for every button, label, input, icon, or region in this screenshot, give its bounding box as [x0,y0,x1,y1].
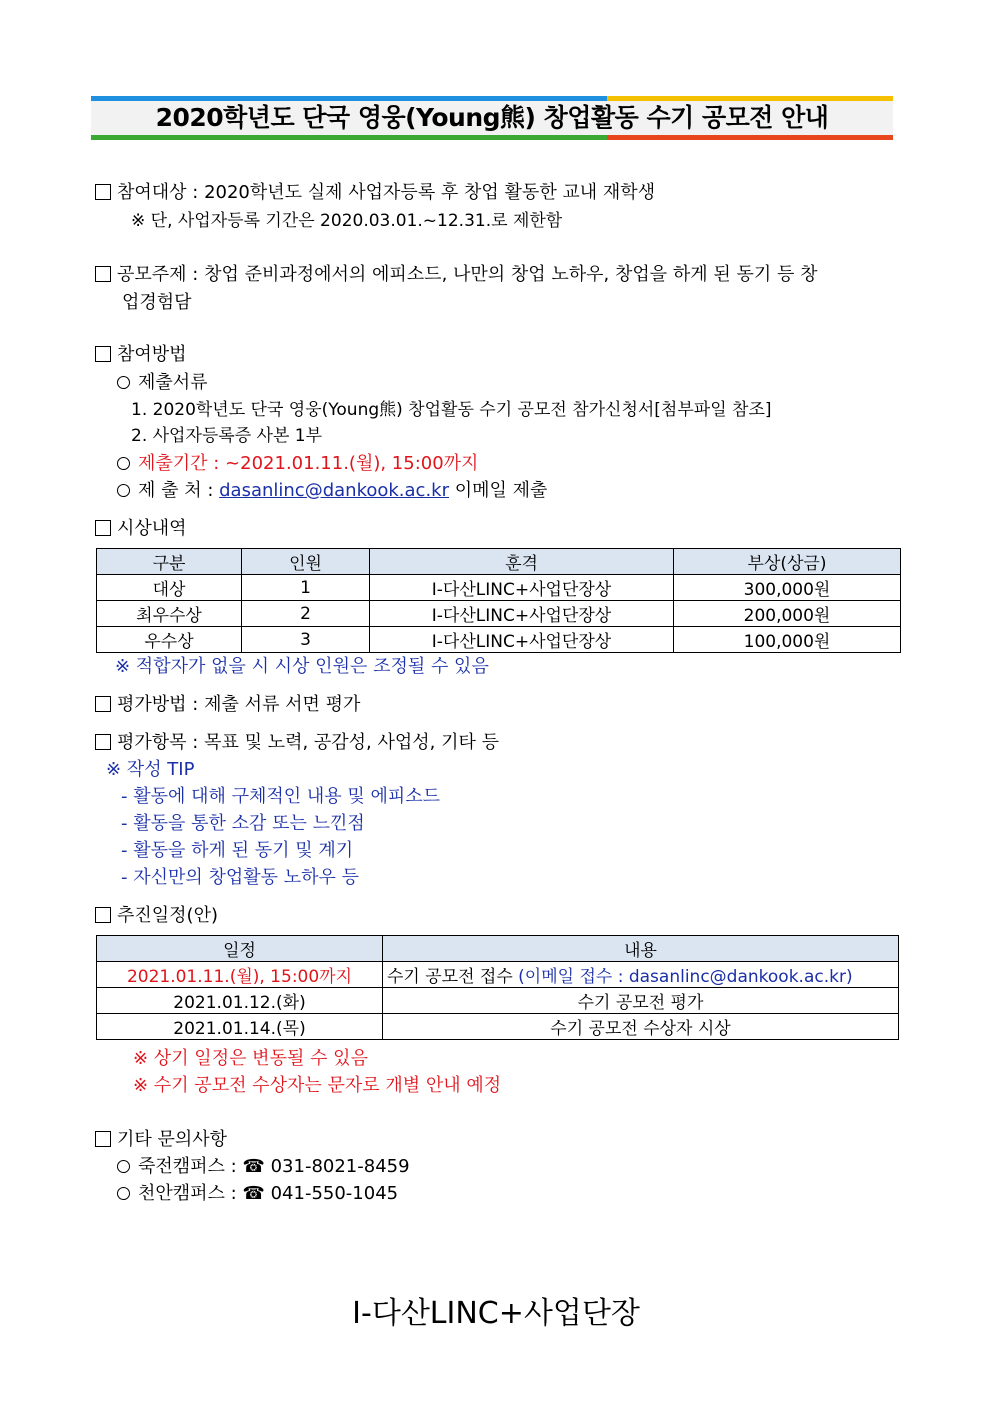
method-label: 참여방법 [117,344,187,365]
awards-header-cell: 구분 [97,549,242,575]
submit-label: 제 출 처 : [138,480,220,501]
circle-bullet-icon [117,1187,130,1200]
theme-line [95,262,818,288]
theme-text: 창업 준비과정에서의 에피소드, 나만의 창업 노하우, 창업을 하게 된 동기 등 창 [204,264,818,285]
submit-line [117,478,547,504]
awards-header-cell: 인원 [242,549,370,575]
table-row [97,601,901,627]
table-cell: 2021.01.12.(화) [97,988,383,1014]
table-cell: 2 [242,601,370,627]
deadline-line [117,451,478,477]
target-text: 2020학년도 실제 사업자등록 후 창업 활동한 교내 재학생 [204,182,656,203]
submit-email-link[interactable]: dasanlinc@dankook.ac.kr [219,480,449,501]
contact-item [117,1181,398,1207]
schedule-table [96,935,899,1040]
theme-sep: : [186,264,205,285]
docs-label: 제출서류 [138,372,208,393]
table-cell [383,962,899,988]
title-bar-red [607,135,893,140]
table-row [97,962,899,988]
table-cell: 대상 [97,575,242,601]
contact-line [95,1127,227,1153]
awards-table [96,548,901,653]
table-cell: 3 [242,627,370,653]
circle-bullet-icon [117,484,130,497]
eval-method-text: : 제출 서류 서면 평가 [186,694,361,715]
eval-items-label: 평가항목 [117,732,187,753]
contact-label: 기타 문의사항 [117,1129,228,1150]
checkbox-square-icon [95,1131,111,1147]
table-cell: 최우수상 [97,601,242,627]
footer-signature: I-다산LINC+사업단장 [352,1296,640,1331]
table-cell: 우수상 [97,627,242,653]
title-bar-green [91,135,607,140]
table-cell: I-다산LINC+사업단장상 [370,575,674,601]
tip-label: ※ 작성 TIP [106,759,195,780]
table-cell: 2021.01.14.(목) [97,1014,383,1040]
doc-item-1: 1. 2020학년도 단국 영웅(Young熊) 창업활동 수기 공모전 참가신청서[첨부파일 참조] [131,400,772,420]
awards-header-cell: 부상(상금) [674,549,901,575]
schedule-label: 추진일정(안) [117,905,218,926]
awards-header-row [97,549,901,575]
deadline-text: 제출기간 : ~2021.01.11.(월), 15:00까지 [138,453,479,474]
doc-item-2: 2. 사업자등록증 사본 1부 [131,426,323,446]
schedule-line [95,903,218,929]
schedule-header-row [97,936,899,962]
circle-bullet-icon [117,457,130,470]
table-cell: I-다산LINC+사업단장상 [370,601,674,627]
table-cell: 100,000원 [674,627,901,653]
checkbox-square-icon [95,734,111,750]
eval-method-label: 평가방법 [117,694,187,715]
table-cell: 2021.01.11.(월), 15:00까지 [97,962,383,988]
checkbox-square-icon [95,520,111,536]
target-sep: : [186,182,205,203]
eval-items-line [95,730,499,756]
checkbox-square-icon [95,907,111,923]
table-cell: 200,000원 [674,601,901,627]
circle-bullet-icon [117,376,130,389]
awards-header-cell: 훈격 [370,549,674,575]
theme-label: 공모주제 [117,264,187,285]
tip-item: - 활동을 통한 소감 또는 느낀점 [121,813,365,834]
checkbox-square-icon [95,266,111,282]
table-row [97,1014,899,1040]
tip-item: - 자신만의 창업활동 노하우 등 [121,867,360,888]
schedule-note: ※ 수기 공모전 수상자는 문자로 개별 안내 예정 [133,1075,502,1096]
schedule-header-cell: 일정 [97,936,383,962]
submit-suffix: 이메일 제출 [449,480,548,501]
schedule-content: 수기 공모전 접수 [387,967,513,987]
phone-icon: ☎ [242,1156,265,1177]
schedule-content-email: (이메일 접수 : dasanlinc@dankook.ac.kr) [512,967,853,987]
tip-item: - 활동을 하게 된 동기 및 계기 [121,840,354,861]
method-line [95,342,187,368]
table-row [97,988,899,1014]
schedule-note: ※ 상기 일정은 변동될 수 있음 [133,1048,368,1069]
table-cell: 300,000원 [674,575,901,601]
target-note: ※ 단, 사업자등록 기간은 2020.03.01.~12.31.로 제한함 [131,211,563,231]
checkbox-square-icon [95,346,111,362]
target-label: 참여대상 [117,182,187,203]
contact-phone: 031-8021-8459 [264,1156,410,1177]
phone-icon: ☎ [242,1183,265,1204]
schedule-header-cell: 내용 [383,936,899,962]
title-banner [91,96,893,140]
table-row [97,575,901,601]
contact-campus: 죽전캠퍼스 : [138,1156,243,1177]
contact-phone: 041-550-1045 [264,1183,399,1204]
table-cell: I-다산LINC+사업단장상 [370,627,674,653]
checkbox-square-icon [95,696,111,712]
tip-item: - 활동에 대해 구체적인 내용 및 에피소드 [121,786,441,807]
awards-note: ※ 적합자가 없을 시 시상 인원은 조정될 수 있음 [115,656,489,677]
awards-line [95,516,187,542]
docs-line [117,370,208,396]
table-cell: 1 [242,575,370,601]
contact-campus: 천안캠퍼스 : [138,1183,243,1204]
contact-item [117,1154,410,1180]
page-title: 2020학년도 단국 영웅(Young熊) 창업활동 수기 공모전 안내 [155,103,829,132]
table-cell: 수기 공모전 평가 [383,988,899,1014]
theme-text-cont: 업경험담 [122,292,192,313]
eval-items-text: : 목표 및 노력, 공감성, 사업성, 기타 등 [186,732,499,753]
awards-label: 시상내역 [117,518,187,539]
table-row [97,627,901,653]
eval-method-line [95,692,360,718]
table-cell: 수기 공모전 수상자 시상 [383,1014,899,1040]
circle-bullet-icon [117,1160,130,1173]
target-line [95,180,655,206]
checkbox-square-icon [95,184,111,200]
